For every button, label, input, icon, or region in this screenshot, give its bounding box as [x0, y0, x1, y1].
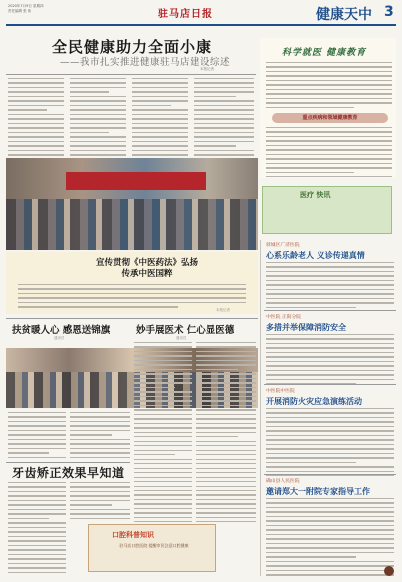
right-rule-1 — [264, 310, 396, 311]
right-story-2-body — [266, 334, 394, 384]
science-body — [266, 62, 392, 110]
masthead — [0, 0, 402, 30]
right-story-4-headline: 邀请郑大一附院专家指导工作 — [266, 486, 370, 496]
right-story-1-headline: 心系乐龄老人 义诊传递真情 — [266, 250, 365, 260]
newspaper-logo: 驻马店日报 — [158, 9, 213, 20]
bottom-left-body-col-1 — [8, 482, 66, 576]
right-story-2-kicker: 中医院 正阳分院 — [266, 315, 302, 320]
right-story-3-headline: 开展消防火灾应急演练活动 — [266, 396, 362, 406]
lead-headline: 全民健康助力全面小康 — [52, 38, 213, 56]
lead-body-col-2 — [70, 78, 126, 156]
lead-byline: 本报记者 — [200, 67, 214, 71]
center-story-photo — [6, 158, 258, 250]
center-story-body — [18, 284, 246, 310]
bottom-left-body-col-2 — [70, 482, 130, 522]
mid-body-col-4 — [196, 342, 256, 522]
news-flash-title: 医疗 快讯 — [300, 191, 331, 199]
bottom-left-rule — [6, 462, 130, 463]
right-story-3-body — [266, 408, 394, 476]
right-story-1-body — [266, 262, 394, 310]
mid-right-byline: 通讯员 — [176, 336, 187, 340]
section-title: 健康天中 — [316, 7, 372, 23]
masthead-meta — [8, 4, 98, 14]
mid-rule — [6, 318, 258, 319]
center-story-byline: 本报记者 — [216, 308, 230, 312]
lead-body-col-3 — [132, 78, 188, 156]
lead-body-col-1 — [8, 78, 64, 156]
mid-left-headline: 扶贫暖人心 感恩送锦旗 — [12, 325, 111, 336]
lead-subhead: ——我市扎实推进健康驻马店建设综述 — [60, 57, 231, 68]
mid-body-col-2 — [70, 412, 130, 460]
right-rule-2 — [264, 384, 396, 385]
masthead-date: 2020年7月9日 星期四 — [8, 4, 44, 8]
mid-right-headline: 妙手展医术 仁心显医德 — [136, 325, 235, 336]
footer-seal-icon — [384, 566, 394, 576]
page-number: 3 — [384, 4, 394, 20]
right-story-2-headline: 多措并举保障消防安全 — [266, 322, 346, 332]
photo-banner-graphic — [66, 172, 206, 190]
column-divider-right — [260, 240, 261, 576]
science-column-title: 科学就医 健康教育 — [282, 48, 367, 58]
science-body-2 — [266, 127, 392, 177]
lead-body-col-4 — [194, 78, 254, 156]
mid-body-col-3 — [134, 342, 192, 522]
dental-ad-title: 口腔科普知识 — [112, 530, 154, 539]
center-story-headline: 宣传贯彻《中医药法》弘扬传承中医国粹 — [95, 258, 198, 279]
bottom-left-headline: 牙齿矫正效果早知道 — [12, 466, 125, 480]
science-banner-label: 重点疾病和领域健康教育 — [302, 115, 358, 121]
mid-left-byline: 通讯员 — [54, 336, 65, 340]
right-story-1-kicker: 驿城区广济医院 — [266, 243, 300, 248]
right-story-4-kicker: 确山县人民医院 — [266, 479, 300, 484]
science-banner — [272, 113, 388, 123]
mid-body-col-1 — [8, 412, 66, 460]
photo-people-graphic — [6, 199, 258, 250]
right-rule-3 — [264, 474, 396, 475]
right-story-4-body — [266, 498, 394, 576]
lead-rule — [6, 74, 256, 75]
masthead-editor: 责任编辑 张 伟 — [8, 9, 32, 13]
dental-ad-text: 驻马店口腔医院 提醒市民注意口腔健康 — [119, 543, 189, 548]
masthead-rule — [6, 24, 396, 26]
right-story-3-kicker: 中医院中医院 — [266, 389, 295, 394]
